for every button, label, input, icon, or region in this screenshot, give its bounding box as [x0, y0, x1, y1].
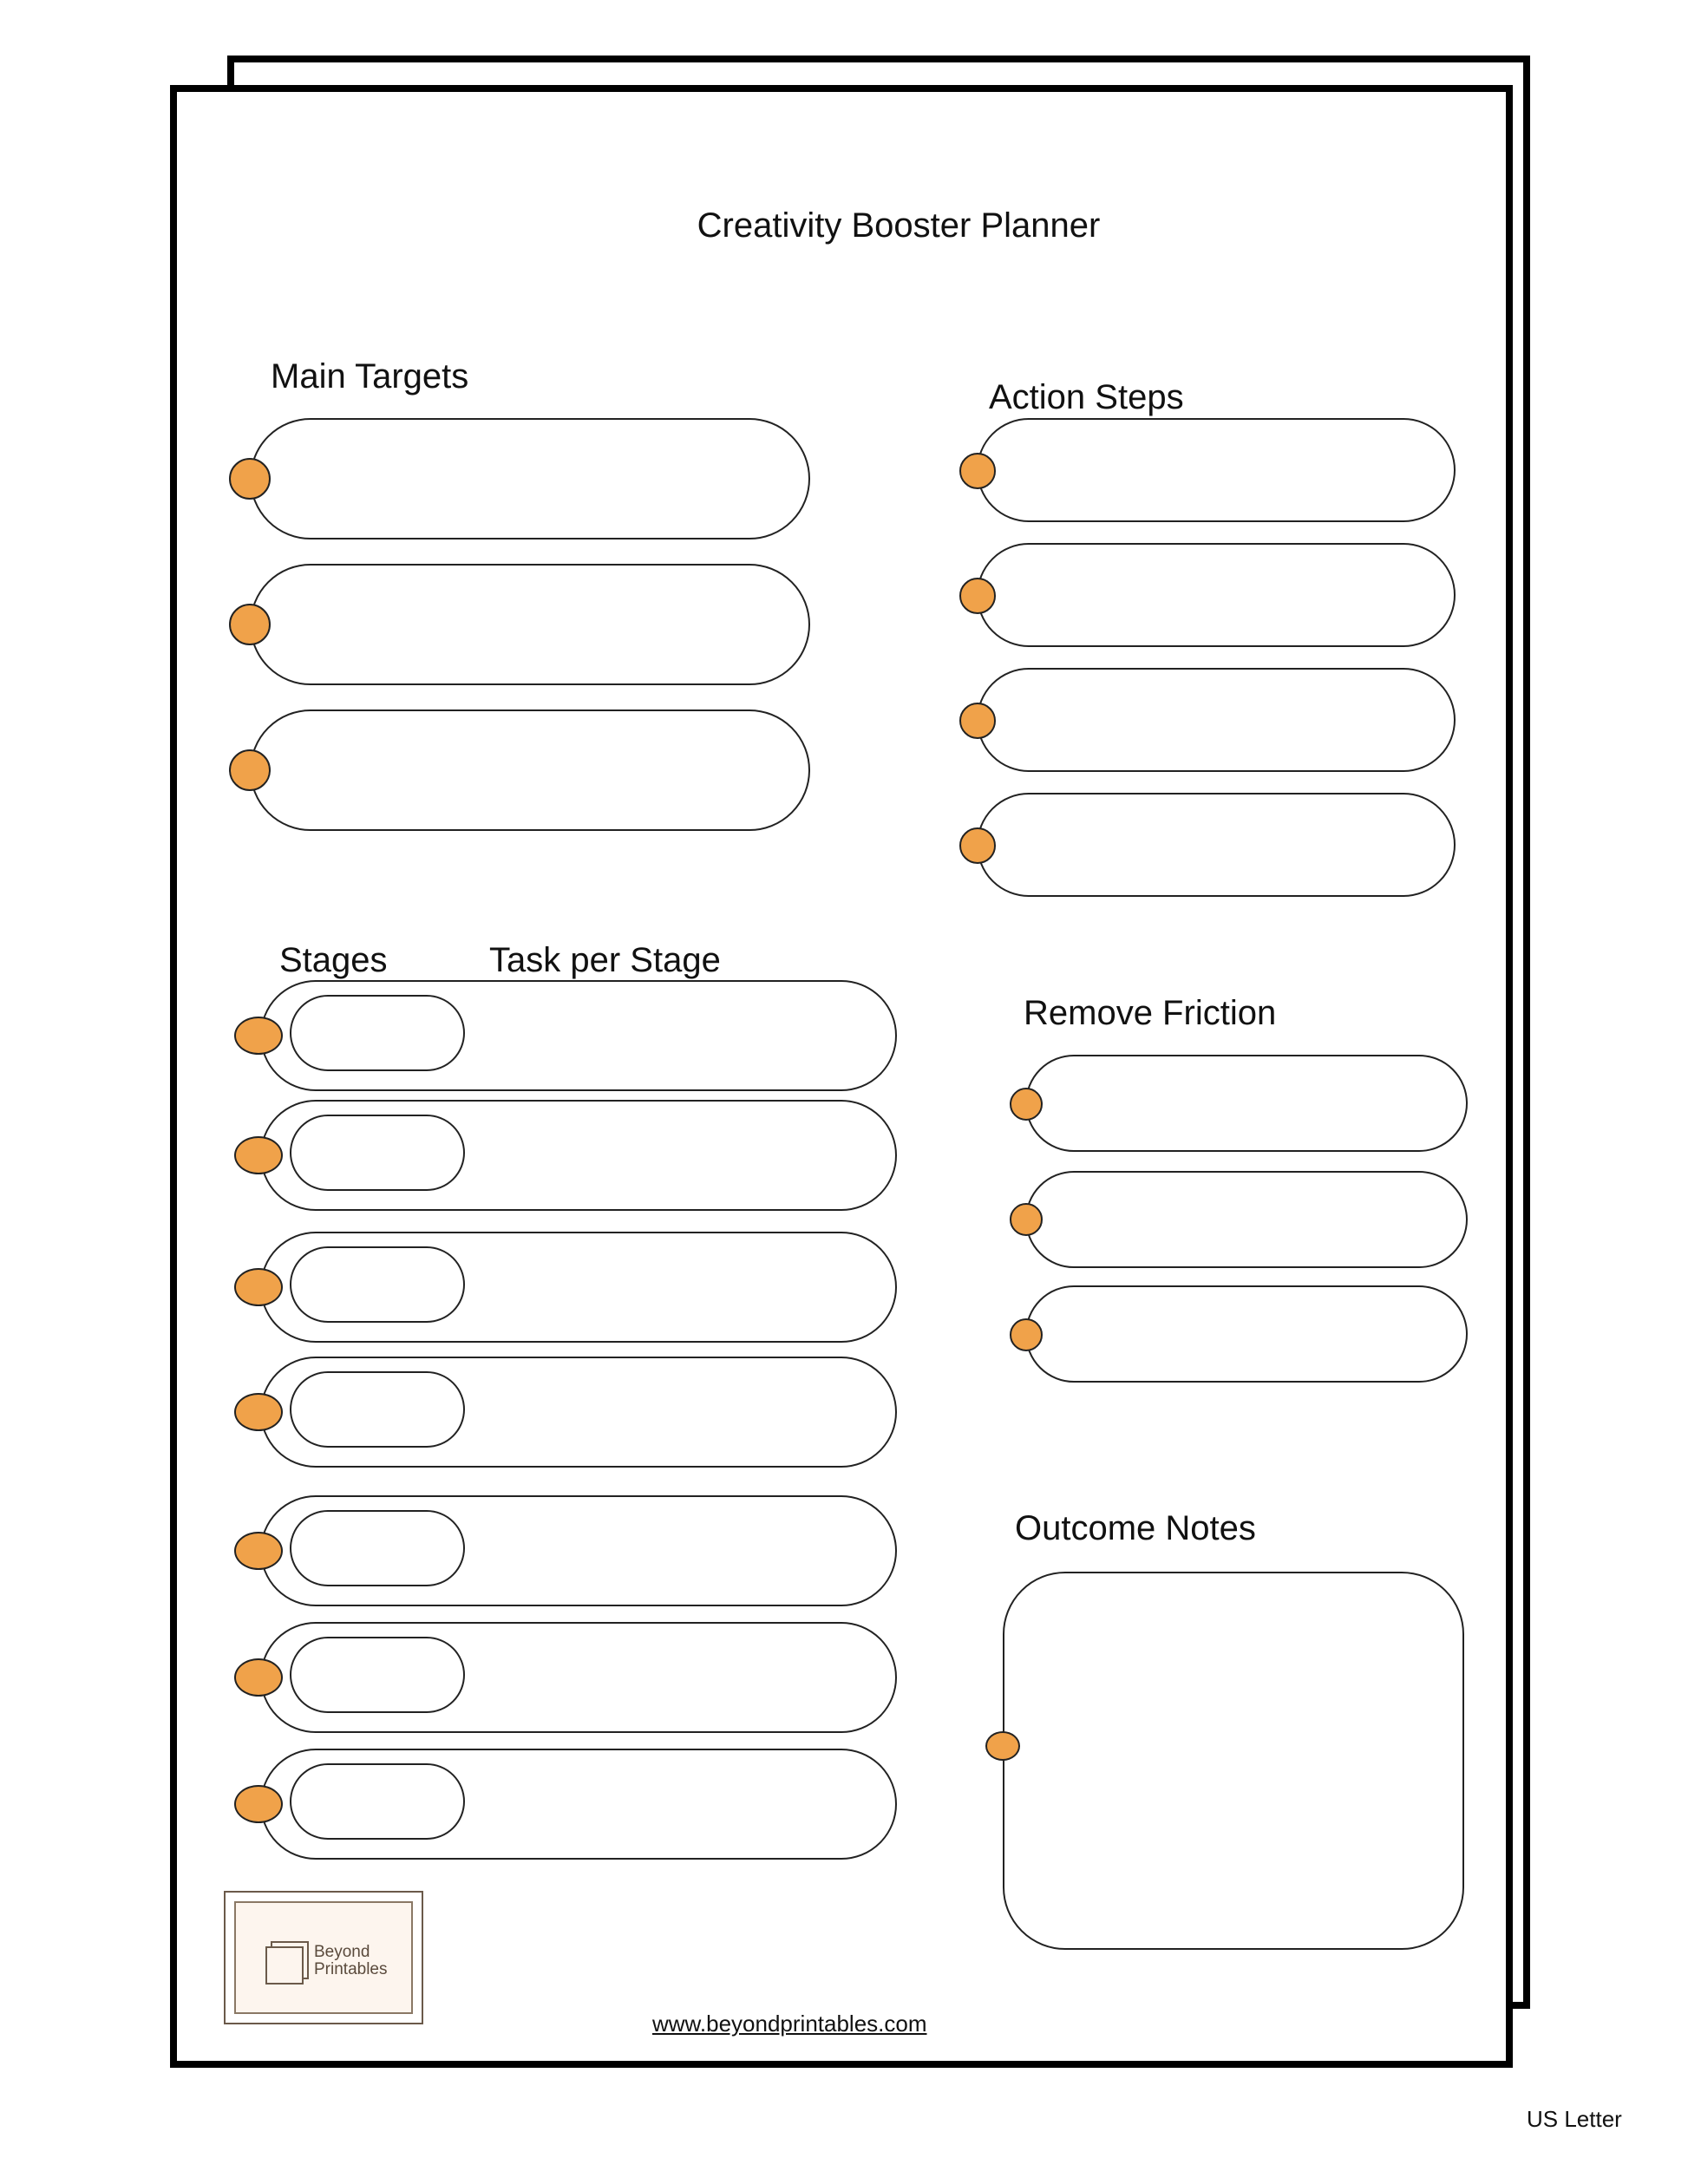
remove-friction-bullet-2	[1010, 1203, 1043, 1236]
remove-friction-heading: Remove Friction	[1024, 994, 1277, 1032]
logo-text-line2: Printables	[314, 1960, 388, 1978]
action-step-bullet-4	[959, 827, 996, 864]
action-step-field-3[interactable]	[977, 668, 1456, 772]
stages-heading: Stages	[279, 941, 388, 979]
outcome-notes-box[interactable]	[1003, 1572, 1464, 1950]
brand-logo	[224, 1891, 423, 2024]
main-target-field-2[interactable]	[250, 564, 810, 685]
main-target-bullet-2	[229, 604, 271, 645]
stage-bullet-4	[234, 1393, 283, 1431]
logo-text-line1: Beyond	[314, 1943, 370, 1961]
action-step-field-4[interactable]	[977, 793, 1456, 897]
main-target-bullet-1	[229, 458, 271, 500]
stage-name-field-7[interactable]	[290, 1763, 465, 1840]
stage-bullet-6	[234, 1658, 283, 1697]
action-step-field-1[interactable]	[977, 418, 1456, 522]
planner-title: Creativity Booster Planner	[697, 206, 1101, 245]
stage-name-field-1[interactable]	[290, 995, 465, 1071]
remove-friction-bullet-3	[1010, 1318, 1043, 1351]
website-link[interactable]: www.beyondprintables.com	[652, 2011, 927, 2037]
task-per-stage-heading: Task per Stage	[489, 941, 721, 979]
stage-bullet-2	[234, 1136, 283, 1174]
stage-bullet-5	[234, 1532, 283, 1570]
remove-friction-bullet-1	[1010, 1088, 1043, 1121]
logo-square-icon-front	[265, 1946, 304, 1985]
main-target-bullet-3	[229, 749, 271, 791]
outcome-notes-heading: Outcome Notes	[1015, 1509, 1256, 1547]
action-step-bullet-2	[959, 578, 996, 614]
paper-size-label: US Letter	[1527, 2106, 1622, 2132]
stage-bullet-7	[234, 1785, 283, 1823]
main-targets-heading: Main Targets	[271, 357, 469, 396]
logo-frame	[234, 1901, 413, 2014]
stage-bullet-1	[234, 1017, 283, 1055]
stage-bullet-3	[234, 1268, 283, 1306]
main-target-field-1[interactable]	[250, 418, 810, 539]
remove-friction-field-2[interactable]	[1025, 1171, 1468, 1268]
action-step-field-2[interactable]	[977, 543, 1456, 647]
action-step-bullet-3	[959, 703, 996, 739]
remove-friction-field-1[interactable]	[1025, 1055, 1468, 1152]
stage-name-field-2[interactable]	[290, 1115, 465, 1191]
main-target-field-3[interactable]	[250, 709, 810, 831]
remove-friction-field-3[interactable]	[1025, 1285, 1468, 1383]
action-step-bullet-1	[959, 453, 996, 489]
outcome-notes-bullet	[985, 1731, 1020, 1761]
stage-name-field-3[interactable]	[290, 1246, 465, 1323]
action-steps-heading: Action Steps	[989, 378, 1184, 416]
stage-name-field-4[interactable]	[290, 1371, 465, 1448]
stage-name-field-6[interactable]	[290, 1637, 465, 1713]
stage-name-field-5[interactable]	[290, 1510, 465, 1586]
